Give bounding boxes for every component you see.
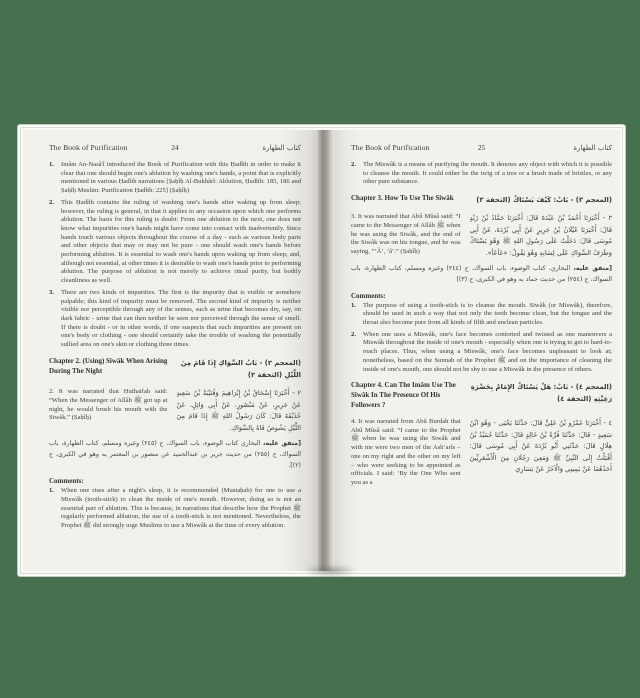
hadith2-text-en: 2. It was narrated that Ḥuthaifah said: “When the Messenger of Allâh ﷺ got up at night, he would brush his mouth with the Siwâk.” (Ṣaḥîḥ) (49, 388, 168, 422)
footnote-text: There are two kinds of impurities. The first is the impurity that is visible or somehow palpable; this kind of impurity must be removed. The second kind of impurity is neither visible nor perceptible through any of the senses, such as urine that becomes dry, say, on dark fabric - urine that can then neither be seen nor perceived through the sense of smell. If there is doubt - or in other words, if one suspects that such impurities are present on one's body or clothing - one should certainly take the trouble of washing the potentially sullied area on one's skin or clothing three times. (61, 288, 301, 349)
hadith2-takhrij (49, 439, 301, 471)
footnote-text: This Ḥadîth contains the ruling of washing one's hands after waking up from sleep; however, the ruling is general, in that it applies to any occasion upon which one performs ablution. The basis for this ruling is doubt: From one ablution to the next, one does not know what impurities one's hands might have come into contact with inadvertently. Since hands touch various objects throughout the course of a day - such as various body parts and other objects that may or may not be pure - one should wash one's hands before performing ablution. It is essential to wash one's hands upon waking up from sleep; and, although not essential, at other times it is desirable to wash one's hands prior to performing ablution. The purpose of ablution is not merely to achieve ritual purity, but bodily cleanliness as well. (61, 198, 301, 285)
footnote-item (49, 199, 301, 286)
chapter3-title-en: Chapter 3. How To Use The Siwâk (351, 194, 454, 203)
footnote-item (49, 161, 301, 196)
comment-number: 1. (49, 487, 54, 495)
spine-bottom-shadow (302, 565, 358, 577)
chapter2-title-en: Chapter 2. (Using) Siwâk When Arising During The Night (49, 356, 168, 375)
footnote-text: The Miswâk is a means of purifying the mouth. It denotes any object with which it is possible to cleanse the mouth. It could either be the twig of a tree or a brush made of bristles, or any other pure substance. (363, 161, 612, 186)
right-page (335, 130, 620, 571)
chapter2-heading-row (49, 357, 301, 381)
hadith4-text-en: 4. It was narrated from Abû Burdah that Abû Mûsâ said: “I came to the Prophet ﷺ when he was using the Siwâk and with me were two men of the Ash‘arîs – one on my right and the other on my left – who were seeking to be appointed as officials. I said: ‘By the One Who sent you as a (351, 418, 461, 486)
hadith3-takhrij (351, 264, 612, 285)
footnote-item (49, 289, 301, 350)
left-header-arabic: كتاب الطهارة (262, 144, 301, 152)
comment-item (49, 487, 301, 531)
comment-number: 1. (351, 301, 356, 309)
hadith3-row (351, 213, 612, 259)
right-header-title: The Book of Purification (351, 143, 430, 152)
book-spine (318, 130, 335, 571)
hadith2-text-ar: ٢ - أَخْبَرَنَا إِسْحَاقُ بْنُ إِبْرَاهِيمَ وَقُتَيْبَةُ بْنُ سَعِيدٍ عَنْ جَرِيرٍ، عَنْ مَنْصُورٍ، عَنْ أَبِي وَائِلٍ، عَنْ حُذَيْفَةَ قَالَ: كَانَ رَسُولُ اللهِ ﷺ إِذَا قَامَ مِنَ اللَّيْلِ يَشُوصُ فَاهُ بِالسِّوَاكِ. (176, 389, 301, 432)
chapter4-title-ar: (المعجم ٤) - بَابٌ: هَلْ يَسْتَاكُ الإِمَامُ بِحَضْرَةِ رَعِيَّتِهِ (التحفة ٤) (470, 383, 612, 404)
takhrij-lead: [متفق عليه، (263, 440, 302, 448)
left-header-title: The Book of Purification (49, 143, 128, 152)
footnote-item (351, 161, 612, 187)
footnote-number: 2. (49, 198, 54, 206)
footnote-number: 2. (351, 161, 356, 168)
takhrij-rest: البخاري، كتاب الوضوء، باب السواك، ح (٢٤٤) وغيره ومسلم، كتاب الطهارة، باب السواك، ح (٢٥٤) من حديث حماد به وهو في الكبرى، ح (٣)] (351, 265, 612, 284)
left-page (23, 130, 318, 571)
right-page-number: 25 (477, 143, 486, 152)
book-spread (23, 130, 620, 571)
right-header-arabic: كتاب الطهارة (573, 144, 612, 152)
takhrij-rest: البخاري كتاب الوضوء، باب السواك، ح (٢٤٥) وغيره ومسلم، كتاب الطهارة، باب السواك، ح (٢٥٥) من حديث جرير بن عبدالحميد عن منصور بن المعتمر به وهو في الكبرى، ح (٢)]. (49, 440, 301, 469)
hadith3-text-en: 3. It was narrated that Abû Mûsâ said: “I came to the Messenger of Allâh ﷺ when he was using the Siwâk, and the end of the Siwâk was on his tongue, and he was saying, “’Â’, ’â’.” (Ṣaḥîḥ) (351, 213, 461, 256)
hadith2-row (49, 388, 301, 434)
left-page-number: 24 (171, 143, 179, 152)
comment-text: The purpose of using a tooth-stick is to cleanse the mouth. Siwâk (or Miswâk), therefore, should be used in such a way that not only the teeth become clean, but the tongue and the throat also become pure from all kinds of filth and unclean particles. (363, 301, 612, 327)
comment-text: When one rises after a night's sleep, it is recommended (Mustaḥab) for one to use a Miswâk (tooth-stick) to clean the inside of one's mouth. However, doing so is not an essential part of ablution. This is because, in narrations that describe how the Prophet ﷺ regularly performed ablution, the use of a tooth-stick is not mentioned. Nevertheless, the Prophet ﷺ did strongly urge Muslims to use a Miswâk at the time of every ablution. (61, 487, 301, 529)
hadith4-text-ar: ٤ - أَخْبَرَنَا عَمْرُو بْنُ عَلِيٍّ قَالَ: حَدَّثَنَا يَحْيَى - وَهُوَ ابْنُ سَعِيدٍ - قَالَ: حَدَّثَنَا قُرَّةُ بْنُ خَالِدٍ قَالَ: حَدَّثَنَا حُمَيْدُ بْنُ هِلَالٍ قَالَ: حَدَّثَنِي أَبُو بُرْدَةَ عَنْ أَبِي مُوسَى قَالَ: أَقْبَلْتُ إِلَى النَّبِيِّ ﷺ وَمَعِيَ رَجُلَانِ مِنَ الْأَشْعَرِيِّينَ أَحَدُهُمَا عَنْ يَمِينِي وَالْآخَرُ عَنْ يَسَارِي (469, 419, 612, 474)
comments-heading: Comments: (49, 477, 84, 486)
comment-text: When one uses a Miswâk, one's face becomes contorted and twisted as one maneuvers a Miswâk throughout the inside of one's mouth - especially when one is trying to get to hard-to-reach places. Thus, when using a Miswâk, one's face becomes unpleasant to look at; nonetheless, based on the Sunnah of the Prophet ﷺ and on the importance of cleaning the inside of one's mouth, one should not be shy to use a Miswâk in the presence of others. (363, 330, 612, 373)
left-page-header (49, 143, 301, 152)
takhrij-lead: [متفق عليه، (573, 265, 612, 273)
chapter3-title-ar: (المعجم ٣) - بَابٌ: كَيْفَ يَسْتَاكُ (التحفة ٣) (476, 196, 612, 205)
chapter3-heading-row (351, 194, 612, 206)
comment-item (351, 302, 612, 328)
hadith3-text-ar: ٣ - أَخْبَرَنَا أَحْمَدُ بْنُ عَبْدَةَ قَالَ: أَخْبَرَنَا حَمَّادُ بْنُ زَيْدٍ قَالَ: أَخْبَرَنَا غَيْلَانُ بْنُ جَرِيرٍ عَنْ أَبِي بُرْدَةَ، عَنْ أَبِي مُوسَى قَالَ: دَخَلْتُ عَلَى رَسُولِ اللهِ ﷺ وَهُوَ يَسْتَاكُ وَطَرَفُ السِّوَاكِ عَلَى لِسَانِهِ وَهُوَ يَقُولُ: «عَأعَأ». (469, 214, 612, 257)
chapter4-title-en: Chapter 4. Can The Imâm Use The Siwâk In The Presence Of His Followers ? (351, 381, 456, 410)
footnote-text: Imâm An-Nasâ'î introduced the Book of Purification with this Ḥadîth in order to make it clear that one should begin one's ablution by washing one's hands, a point that is explicitly mentioned in various Ḥadîth narrations [Ṣaḥîḥ Al-Bukhârî: Ablution, Ḥadîth: 185, 186 and Ṣaḥîḥ Muslim: Purification Ḥadîth: 225] (Ṣaḥîḥ) (61, 161, 301, 195)
comment-number: 2. (351, 330, 356, 338)
book-scan (17, 124, 626, 577)
chapter2-title-ar: (المعجم ٢) - بَابُ السِّوَاكِ إِذَا قَامَ مِنَ اللَّيْلِ (التحفة ٢) (180, 358, 301, 379)
chapter4-heading-row (351, 381, 612, 411)
footnote-number: 1. (49, 161, 54, 168)
comments-heading: Comments: (351, 291, 386, 300)
footnote-number: 3. (49, 288, 54, 296)
hadith4-row (351, 418, 612, 488)
right-page-header (351, 143, 612, 152)
comment-item (351, 331, 612, 375)
